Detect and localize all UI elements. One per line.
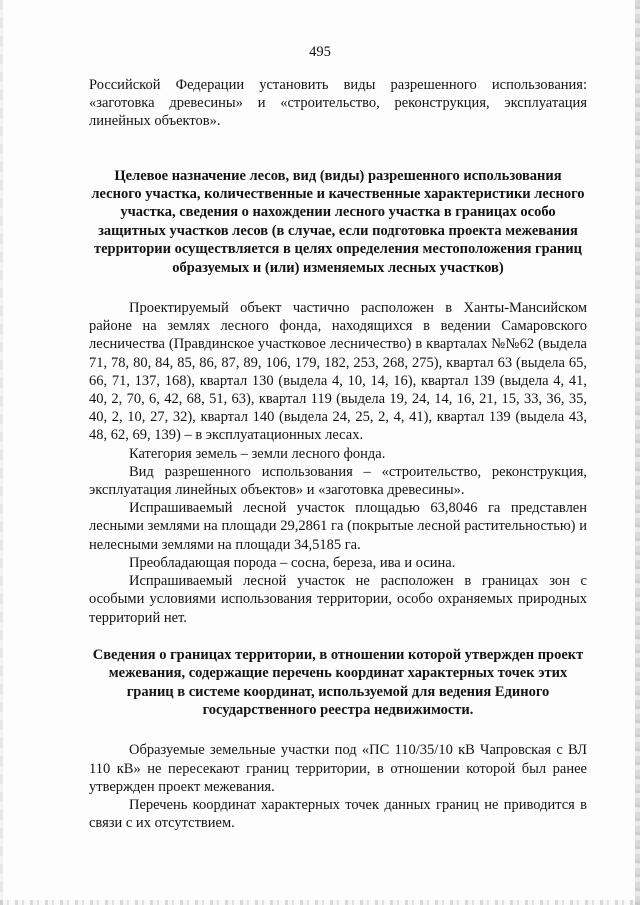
paragraph-object-location: Проектируемый объект частично расположен в Ханты-Мансийском районе на землях лесного фонда, находящихся в ведении Самаровского лесничества (Правдинское участковое лесничество) в кварталах №№62 (выдела 71, 78, 80, 84, 85, 86, 87, 89, 106, 179, 182, 253, 268, 275), квартал 63 (выдела 65, 66, 71, 137, 168), квартал 130 (выдела 4, 10, 14, 16), квартал 139 (выдела 4, 41, 40, 2, 70, 6, 42, 68, 51, 63), квартал 119 (выдела 19, 24, 14, 16, 21, 15, 33, 36, 35, 40, 2, 10, 27, 32), квартал 140 (выдела 24, 25, 2, 4, 41), квартал 139 (выдела 43, 48, 62, 69, 139) – в эксплуатационных лесах. [89, 300, 587, 444]
paragraph-coordinates-absent: Перечень координат характерных точек данных границ не приводится в связи с их отсутствием. [89, 796, 587, 832]
section-body-forest-purpose [89, 299, 587, 627]
paragraph-plots-no-intersection: Образуемые земельные участки под «ПС 110/35/10 кВ Чапровская с ВЛ 110 кВ» не пересекают границ территории, в отношении которой был ранее утвержден проект межевания. [89, 742, 587, 795]
section-heading-territory-boundaries: Сведения о границах территории, в отношении которой утвержден проект межевания, содержащие перечень координат характерных точек этих границ в системе координат, используемой для ведения Единого государственного реестра недвижимости. [92, 646, 584, 718]
section-body-territory-boundaries [89, 741, 587, 832]
page-number: 495 [309, 44, 331, 60]
paragraph-special-zones: Испрашиваемый лесной участок не расположен в границах зон с особыми условиями использования территории, особо охраняемых природных территорий нет. [89, 573, 587, 626]
paragraph-plot-area: Испрашиваемый лесной участок площадью 63,8046 га представлен лесными землями на площади 29,2861 га (покрытые лесной растительностью) и нелесными землями на площади 34,5185 га. [89, 500, 587, 553]
page-content [89, 76, 587, 832]
paragraph-land-category: Категория земель – земли лесного фонда. [129, 445, 386, 462]
intro-paragraph: Российской Федерации установить виды разрешенного использования: «заготовка древесины» и «строительство, реконструкция, эксплуатация линейных объектов». [89, 77, 587, 130]
paragraph-permitted-use: Вид разрешенного использования – «строительство, реконструкция, эксплуатация линейных объектов» и «заготовка древесины». [89, 463, 587, 499]
paragraph-dominant-species: Преобладающая порода – сосна, береза, ива и осина. [129, 554, 456, 571]
section-heading-forest-purpose: Целевое назначение лесов, вид (виды) разрешенного использования лесного участка, количественные и качественные характеристики лесного участка, сведения о нахождении лесного участка в границах особо защитных участков лесов (в случае, если подготовка проекта межевания территории осуществляется в целях определения местоположения границ образуемых и (или) изменяемых лесных участков) [91, 167, 585, 276]
scan-edge-artifact [0, 900, 640, 905]
